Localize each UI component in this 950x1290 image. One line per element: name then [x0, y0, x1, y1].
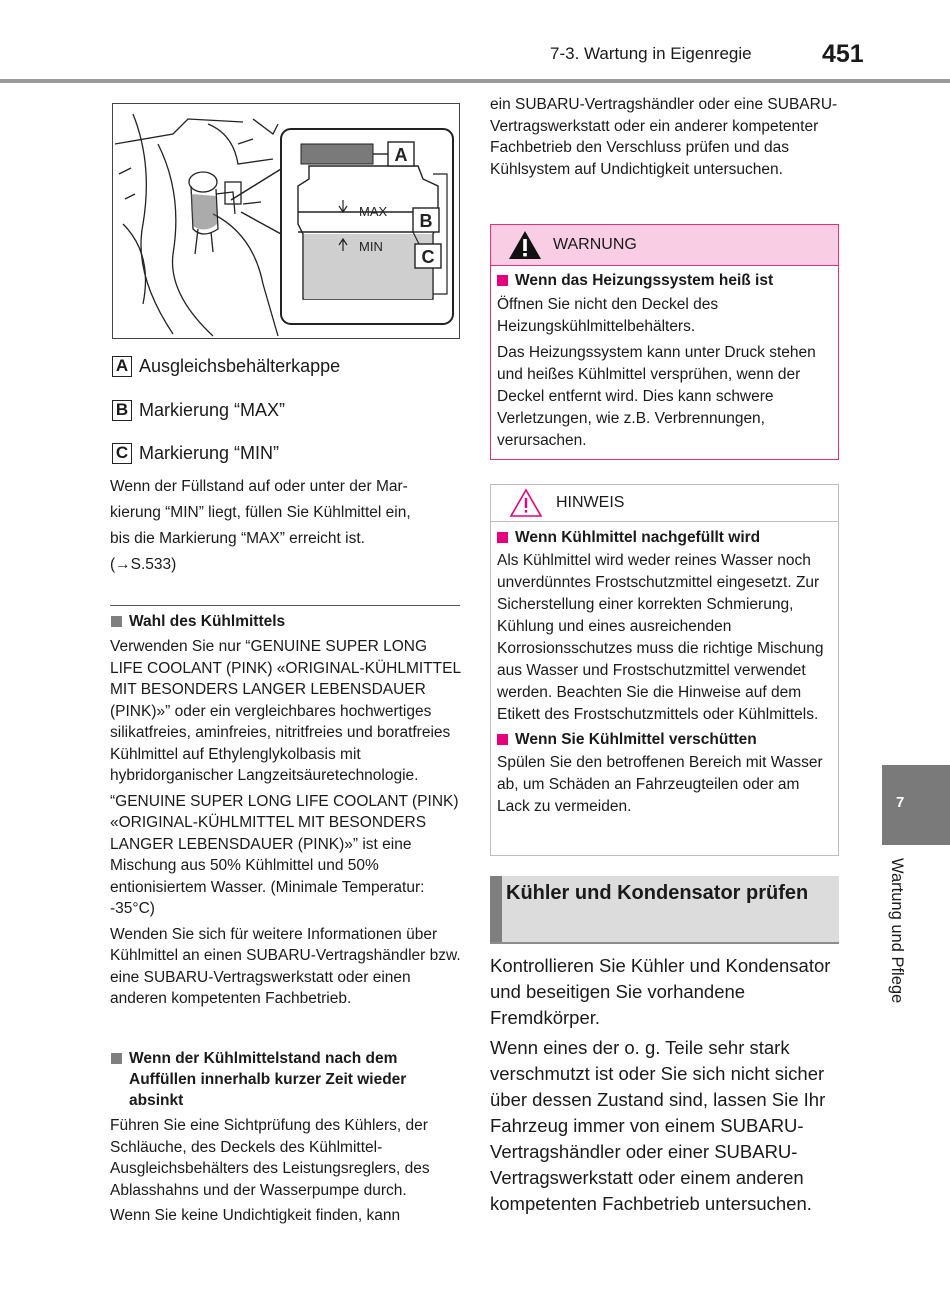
- heading-text: Wenn Sie Kühlmittel verschütten: [515, 731, 757, 748]
- warning-box: [490, 224, 839, 460]
- section-divider: [110, 605, 460, 606]
- gray-square-icon: [111, 616, 122, 627]
- notice-title: HINWEIS: [556, 494, 625, 511]
- coolant-choice-paragraph-3: Wenden Sie sich für weitere Informationen über Kühlmittel an einen SUBARU-Vertragshändler bzw. eine SUBARU-Vertragswerkstatt oder einen anderen kompetenten Fachbetrieb.: [110, 925, 461, 1007]
- chapter-tab: [882, 765, 950, 845]
- header-rule: [0, 79, 950, 83]
- legend-text: Markierung “MAX”: [139, 399, 286, 420]
- text-line: bis die Markierung “MAX” erreicht ist.: [110, 530, 365, 547]
- notice-paragraph-1: Als Kühlmittel wird weder reines Wasser noch unverdünntes Frostschutzmittel eingesetzt. Zur Sicherstellung einer korrekten Schmierung, Kühlung und eines ausreichenden Korrosionsschutzes muss die richtige Mischung aus Wasser und Frostschutzmittel verwendet werden. Beachten Sie die Hinweise auf dem Etikett des Frostschutzmittels oder Kühlmittels.: [497, 552, 824, 723]
- level-drop-paragraph-1: Führen Sie eine Sichtprüfung des Kühlers, der Schläuche, des Deckels des Kühlmittel-Ausgleichsbehälters des Leistungsreglers, des Ablasshahns und der Wasserpumpe durch.: [110, 1117, 430, 1199]
- legend-text: Ausgleichsbehälterkappe: [139, 355, 341, 376]
- section-paragraph-2: Wenn eines der o. g. Teile sehr stark verschmutzt ist oder Sie sich nicht sicher über dessen Zustand sind, lassen Sie Ihr Fahrzeug immer von einem SUBARU-Vertragshändler oder einer SUBARU-Vertragswerkstatt oder einem anderen kompetenten Fachbetrieb untersuchen.: [490, 1037, 826, 1214]
- pink-square-icon: [497, 275, 508, 286]
- warning-header: [491, 225, 838, 266]
- coolant-choice-block: [110, 611, 462, 1010]
- warning-paragraph-2: Das Heizungssystem kann unter Druck stehen und heißes Kühlmittel versprühen, wenn der Deckel entfernt wird. Dies kann schwere Verletzungen, wie z.B. Verbrennungen, verursachen.: [497, 344, 816, 449]
- chapter-side-label: [887, 858, 911, 1028]
- chapter-title: Wartung und Pflege: [888, 858, 906, 1004]
- refill-instruction: [110, 474, 462, 578]
- legend-text: Markierung “MIN”: [139, 442, 280, 463]
- legend-letter-box: B: [112, 400, 132, 421]
- heading-text: Wenn das Heizungssystem heiß ist: [515, 272, 774, 289]
- page-reference: (→S.533): [110, 556, 177, 573]
- heading-text: Wenn der Kühlmittelstand nach dem Auffüllen innerhalb kurzer Zeit wieder absinkt: [129, 1050, 407, 1109]
- notice-box: [490, 484, 839, 856]
- min-mark-label: MIN: [359, 239, 383, 254]
- coolant-choice-paragraph-2: “GENUINE SUPER LONG LIFE COOLANT (PINK) «ORIGINAL-KÜHLMITTEL MIT BESONDERS LANGER LEBENSDAUER (PINK)»” ist eine Mischung aus 50% Kühlmittel und 50% entionisiertem Wasser. (Minimale Temperatur: -35°C): [110, 792, 459, 917]
- section-title: Kühler und Kondensator prüfen: [506, 882, 809, 904]
- level-drop-block: [110, 1048, 462, 1227]
- warning-heading: [497, 270, 832, 291]
- figure-label-b: B: [419, 211, 433, 231]
- notice-header: [491, 485, 838, 522]
- notice-paragraph-2: Spülen Sie den betroffenen Bereich mit Wasser ab, um Schäden an Fahrzeugteilen oder am Lack zu vermeiden.: [497, 754, 823, 815]
- heading-text: Wenn Kühlmittel nachgefüllt wird: [515, 529, 761, 546]
- header-section-title: 7-3. Wartung in Eigenregie: [550, 44, 752, 63]
- page-number: 451: [822, 40, 864, 68]
- section-heading-bar: [490, 876, 502, 942]
- level-drop-paragraph-2: Wenn Sie keine Undichtigkeit finden, kann: [110, 1207, 401, 1224]
- coolant-choice-heading: [110, 611, 462, 632]
- legend-letter-box: C: [112, 443, 132, 464]
- gray-square-icon: [111, 1053, 122, 1064]
- warning-title: WARNUNG: [553, 236, 637, 253]
- level-drop-heading: [110, 1048, 462, 1111]
- coolant-reservoir-figure: [112, 103, 460, 339]
- notice-heading-1: [497, 527, 832, 548]
- notice-triangle-icon: [508, 487, 544, 519]
- coolant-choice-paragraph-1: Verwenden Sie nur “GENUINE SUPER LONG LIFE COOLANT (PINK) «ORIGINAL-KÜHLMITTEL MIT BESONDERS LANGER LEBENSDAUER (PINK)»” oder ein vergleichbares hochwertiges silikatfreies, aminfreies, nitritfreies und boratfreies Kühlmittel auf Ethylenglykolbasis mit hybridorganischer Langzeitsäuretechnologie.: [110, 638, 461, 784]
- text-line: Wenn der Füllstand auf oder unter der Mar-: [110, 478, 408, 495]
- continuation-text: ein SUBARU-Vertragshändler oder eine SUBARU-Vertragswerkstatt oder ein anderer kompetenter Fachbetrieb den Verschluss prüfen und das Kühlsystem auf Undichtigkeit untersuchen.: [490, 96, 838, 178]
- text-line: kierung “MIN” liegt, füllen Sie Kühlmittel ein,: [110, 504, 411, 521]
- notice-heading-2: [497, 729, 832, 750]
- legend-letter-box: A: [112, 356, 132, 377]
- warning-triangle-icon: [507, 229, 543, 261]
- section-body: [490, 953, 840, 1217]
- section-heading-box: [490, 876, 839, 944]
- chapter-number: 7: [896, 794, 905, 811]
- figure-label-a: A: [394, 145, 408, 165]
- legend-item-b: [112, 397, 285, 423]
- pink-square-icon: [497, 734, 508, 745]
- continued-paragraph: [490, 94, 842, 180]
- figure-label-c: C: [421, 247, 435, 267]
- pink-square-icon: [497, 532, 508, 543]
- section-paragraph-1: Kontrollieren Sie Kühler und Kondensator und beseitigen Sie vorhandene Fremdkörper.: [490, 955, 831, 1028]
- legend-item-a: [112, 353, 340, 379]
- legend-item-c: [112, 440, 279, 466]
- warning-paragraph-1: Öffnen Sie nicht den Deckel des Heizungskühlmittelbehälters.: [497, 296, 719, 335]
- engine-bay-illustration: [113, 104, 459, 338]
- max-mark-label: MAX: [359, 204, 388, 219]
- heading-text: Wahl des Kühlmittels: [129, 613, 286, 630]
